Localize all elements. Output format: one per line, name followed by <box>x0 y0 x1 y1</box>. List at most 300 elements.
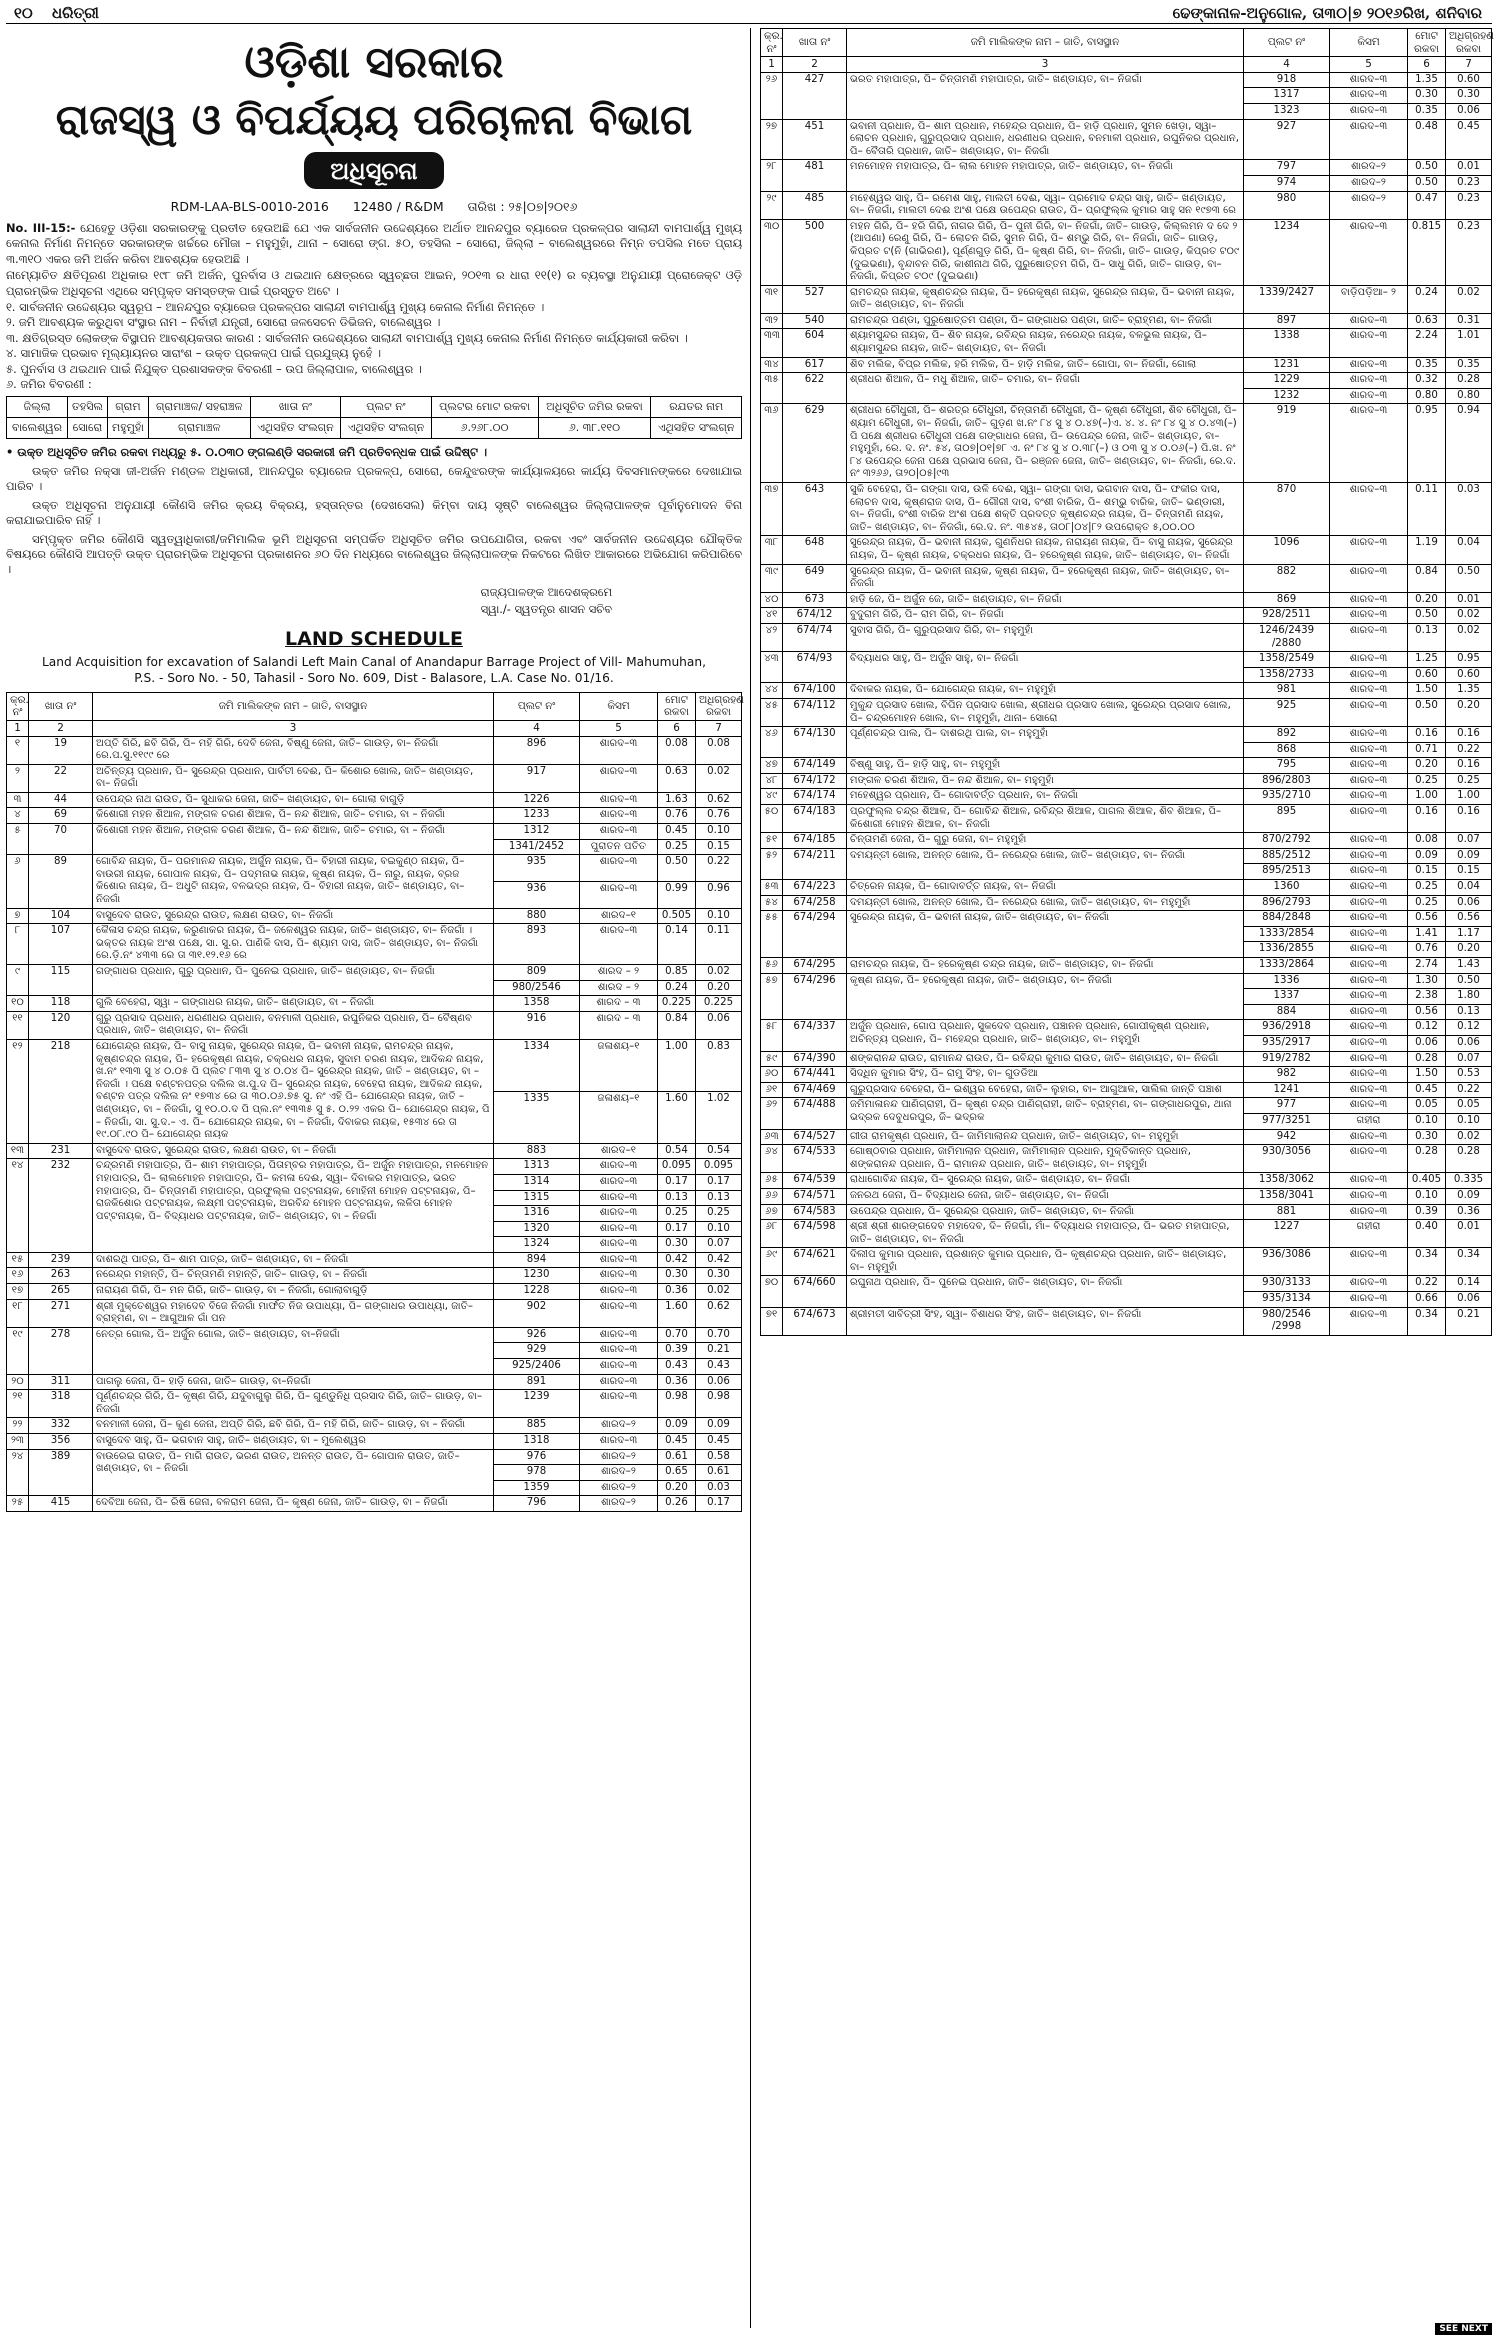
plot-number: 925/2406 <box>494 1359 580 1375</box>
plot-number: 980/2546 <box>494 980 580 996</box>
total-area: 0.12 <box>1408 1020 1446 1036</box>
serial-number: ୬୦ <box>761 1067 783 1083</box>
total-area: 1.60 <box>658 1299 696 1327</box>
land-class: ଶାରଦ–୩ <box>580 808 658 824</box>
table-row <box>761 773 1492 789</box>
table-row <box>7 855 742 882</box>
serial-number: ୩୦ <box>761 219 783 285</box>
table-row <box>761 698 1492 726</box>
acquired-area: 0.56 <box>1446 911 1492 927</box>
acquired-area: 0.25 <box>696 1206 742 1222</box>
owner-details: କିଶୋରୀ ମହନ ଶିଆଳ, ମଙ୍ଗଳ ଚରଣ ଶିଆଳ, ପି– ନନ୍ଦ ଶିଆଳ, ଜାତି– ଚମାର, ବା – ନିଜଗାଁ <box>93 808 494 824</box>
acquired-area: 0.23 <box>1446 175 1492 191</box>
land-class: ଶାରଦ–୩ <box>580 1174 658 1190</box>
total-area: 0.25 <box>1408 895 1446 911</box>
total-area: 0.16 <box>1408 727 1446 743</box>
khata-number: 118 <box>29 996 93 1012</box>
acquired-area: 0.76 <box>696 808 742 824</box>
khata-number: 104 <box>29 908 93 924</box>
khata-number: 674/211 <box>783 848 847 879</box>
table-row <box>761 357 1492 373</box>
acquired-area: 0.16 <box>1446 805 1492 833</box>
acquired-area: 0.22 <box>1446 1082 1492 1098</box>
land-class: ଶାରଦ–୩ <box>1330 388 1408 404</box>
plot-number: 1228 <box>494 1284 580 1300</box>
serial-number: ୩୧ <box>761 285 783 313</box>
serial-number: ୨୭ <box>761 119 783 160</box>
land-class: ଶାରଦ–୩ <box>580 1434 658 1450</box>
schedule-desc-line-1: Land Acquisition for excavation of Salandi Left Main Canal of Anandapur Barrage Project of Vill- Mahumuhan, <box>42 654 706 669</box>
total-area: 0.06 <box>1408 1035 1446 1051</box>
plot-number: 902 <box>494 1299 580 1327</box>
column-number-row <box>7 720 742 736</box>
table-row <box>7 1143 742 1159</box>
plot-number: 1231 <box>1244 357 1330 373</box>
khata-number: 604 <box>783 329 847 357</box>
acquired-area: 0.02 <box>1446 623 1492 651</box>
khata-number: 649 <box>783 564 847 592</box>
khata-number: 648 <box>783 536 847 564</box>
acquired-area: 0.20 <box>1446 698 1492 726</box>
khata-number: 427 <box>783 72 847 119</box>
land-class: ଶାରଦ–୩ <box>1330 848 1408 864</box>
serial-number: ୫୦ <box>761 805 783 833</box>
table-row <box>7 1449 742 1465</box>
acquired-area: 0.35 <box>1446 357 1492 373</box>
owner-details: ଶ୍ରୀଧର ଚୌଧୁରୀ, ପି– ଶରତ୍ର ଚୌଧୁରୀ, ଚିନ୍ତାମଣି ଚୌଧୁରୀ, ପି– କୃଷ୍ଣ ଚୌଧୁରୀ, ଶିବ ଚୌଧୁରୀ, ପି– ଶ୍ୟାମ ଚୌଧୁରୀ, ବା– ନିଜଗାଁ, ଜାତି– ଗୁଡ଼ଣ ଖ.ନଂ ୮୪ ସୁ ୪ ୦.୪୭(–)ଏ. ୪. ୪. ନଂ ୮୪ ସୁ ୪ ୦.୪୩(–) ପି ପକ୍ଷେ ଶ୍ରୀଧର ଚୌଧୁରୀ ପକ୍ଷେ ଗଙ୍ଗାଧର ଜେନା, ପି– ଉପେନ୍ଦ୍ର ଜେନା, ଜାତି– ଖଣ୍ଡାୟତ, ବା– ମହୁମୁହାଁ, ରେ. ଦ. ନଂ. ୫୪, ତା୦୭|୦୧|୭୮ ଏ. ନଂ ୮୪ ସୁ ୪ ୦.୩୮(–) ଓ ୦୩ ସୁ ୪ ୦.୦୬(–) ପି.ଖ. ନଂ ୮୪ ଉପେନ୍ଦ୍ର ଜେନା ପକ୍ଷେ ପ୍ରଭାସ ଜେନା, ପି– ରଞ୍ଜନ ଜେନା, ଜାତି– ଖଣ୍ଡାୟତ, ବା– ନିଜଗାଁ, ରେ.ଦ. ନଂ ୩୨୬୬, ତା୨୦|୦୫|୯୩ <box>847 404 1244 483</box>
column-number: 5 <box>1330 57 1408 73</box>
khata-number: 674/174 <box>783 789 847 805</box>
table-row <box>761 652 1492 668</box>
serial-number: ୭ <box>7 908 29 924</box>
land-class: ଶାରଦ–୩ <box>580 855 658 882</box>
owner-details: ବାଉରେଇ ରାଉତ, ପି– ମାଗି ରାଉତ, ଭରଣ ରାଉତ, ଅନନ୍ତ ରାଉତ, ପି– ଗୋପାଳ ରାଉତ, ଜାତି– ଖଣ୍ଡାୟତ, ବା – ନିଜଗାଁ <box>93 1449 494 1496</box>
serial-number: ୪୭ <box>761 758 783 774</box>
column-number: 7 <box>696 720 742 736</box>
plot-number: 881 <box>1244 1204 1330 1220</box>
land-schedule-table-left <box>6 692 745 1512</box>
table-row <box>761 404 1492 483</box>
grid-header-cell: ଜିଲ୍ଲା <box>7 397 68 418</box>
acquired-area: 0.17 <box>696 1496 742 1512</box>
notice-point: ୧. ସାର୍ବଜନୀନ ଉଦ୍ଦେଶ୍ୟର ସ୍ୱରୂପ – ଆନନ୍ଦପୁର ବ୍ୟାରେଜ ପ୍ରକଳ୍ପର ସାଲାନ୍ଦୀ ବାମପାର୍ଶ୍ୱ ମୁଖ୍ୟ କେନାଲ ନିର୍ମାଣ ନିମନ୍ତେ । <box>6 300 545 315</box>
serial-number: ୧୭ <box>7 1284 29 1300</box>
land-class: ଶାରଦ–୩ <box>1330 1004 1408 1020</box>
plot-number: 896/2793 <box>1244 895 1330 911</box>
owner-details: ଗୁରୁପ୍ରସାଦ ବେହେରା, ପି– ଇଶ୍ୱର ବେହେରା, ଜାତି– ଲୁହାର, ବା– ଆଗୁଆଳ, ସାଲିଲ ଜାନ୍ତି ପଞ୍ଚାଶ <box>847 1082 1244 1098</box>
land-class: ଶାରଦ–୩ <box>1330 864 1408 880</box>
acquired-area: 0.06 <box>1446 1292 1492 1308</box>
total-area: 0.76 <box>1408 942 1446 958</box>
acquired-area: 0.06 <box>1446 103 1492 119</box>
total-area: 0.30 <box>1408 1129 1446 1145</box>
land-class: ଶାରଦ–୩ <box>580 881 658 908</box>
grid-cell: ୬.୨୬୮.୦୦ <box>431 418 538 439</box>
khata-number: 481 <box>783 160 847 191</box>
plot-number: 982 <box>1244 1067 1330 1083</box>
serial-number: ୫ <box>7 824 29 855</box>
total-area: 0.45 <box>1408 1082 1446 1098</box>
total-area: 0.39 <box>1408 1204 1446 1220</box>
acquired-area: 0.42 <box>696 1252 742 1268</box>
see-next-label: SEE NEXT <box>1435 2323 1492 2335</box>
plot-number: 884/2848 <box>1244 911 1330 927</box>
column-header: ମୋଟ ରକବା <box>658 692 696 720</box>
land-class: ଶାରଦ–୩ <box>580 764 658 792</box>
owner-details: ବିଦ୍ୟାଧର ସାହୁ, ପି– ଅର୍ଜୁନ ସାହୁ, ବା– ନିଜଗାଁ <box>847 652 1244 683</box>
acquired-area: 0.23 <box>1446 191 1492 219</box>
owner-details: ଭରତ ମହାପାତ୍ର, ପି– ଚିନ୍ତାମଣି ମହାପାତ୍ର, ଜାତି– ଖଣ୍ଡାୟତ, ବା– ନିଜଗାଁ <box>847 72 1244 119</box>
total-area: 0.60 <box>1408 667 1446 683</box>
table-row <box>761 1082 1492 1098</box>
table-row <box>761 592 1492 608</box>
plot-number: 928/2511 <box>1244 608 1330 624</box>
acquired-area: 0.16 <box>1446 758 1492 774</box>
plot-number: 936/2918 <box>1244 1020 1330 1036</box>
total-area: 0.11 <box>1408 483 1446 536</box>
land-class: ଶାରଦ–୩ <box>1330 805 1408 833</box>
serial-number: ୨୬ <box>761 72 783 119</box>
land-class: ଶାରଦ–୧ <box>580 908 658 924</box>
serial-number: ୬୨ <box>761 1098 783 1129</box>
owner-details: ଗୁଲି ବେହେରା, ସ୍ୱା – ଗଙ୍ଗାଧର ନାୟକ, ଜାତି– ଖଣ୍ଡାୟତ, ବା – ନିଜଗାଁ <box>93 996 494 1012</box>
khata-number: 674/183 <box>783 805 847 833</box>
acquired-area: 0.50 <box>1446 973 1492 989</box>
plot-number: 1226 <box>494 792 580 808</box>
notice-point: ୩. କ୍ଷତିଗ୍ରସ୍ତ ଲୋକଙ୍କ ବିସ୍ଥାପନ ଆବଶ୍ୟକତାର କାରଣ : ସାର୍ବଜନୀନ ଉଦ୍ଦେଶ୍ୟରେ ସାଲାନ୍ଦୀ ବାମପାର୍ଶ୍ୱ ମୁଖ୍ୟ କେନାଲ ନିର୍ମାଣ ନିମନ୍ତେ କାର୍ଯ୍ୟକାରୀ କରିବା । <box>6 330 688 345</box>
land-class: ଶାରଦ–୩ <box>580 1252 658 1268</box>
acquired-area: 0.02 <box>696 1284 742 1300</box>
plot-number: 797 <box>1244 160 1330 176</box>
land-schedule-desc <box>6 654 742 686</box>
grid-header-cell: ରଯତର ନାମ <box>651 397 742 418</box>
acquired-area: 0.01 <box>1446 1220 1492 1248</box>
table-row <box>7 1434 742 1450</box>
land-class: ଶାରଦ–୩ <box>580 1390 658 1418</box>
owner-details: ରାମଚନ୍ଦ୍ର ପଣ୍ଡା, ପୁରୁଷୋତ୍ତମ ପଣ୍ଡା, ପି– ଗଙ୍ଗାଧର ପଣ୍ଡା, ଜାତି– ବ୍ରାହ୍ମଣ, ବା– ନିଜଗାଁ <box>847 313 1244 329</box>
land-class: ଶାରଦ–୩ <box>1330 727 1408 743</box>
plot-number: 1358/3041 <box>1244 1188 1330 1204</box>
grid-header-cell: ଗ୍ରାମ <box>108 397 149 418</box>
plot-number: 1227 <box>1244 1220 1330 1248</box>
khata-number: 485 <box>783 191 847 219</box>
khata-number: 22 <box>29 764 93 792</box>
total-area: 0.56 <box>1408 911 1446 927</box>
total-area: 0.30 <box>658 1237 696 1253</box>
plot-number: 977 <box>1244 1098 1330 1114</box>
acquired-area: 1.17 <box>1446 926 1492 942</box>
owner-details: ପ୍ରଫୁଲ୍ଲ ଚନ୍ଦ୍ର ଶିଆଳ, ପି– ଗୋବିନ୍ଦ ଶିଆଳ, ରବିନ୍ଦ୍ର ଶିଆଳ, ପାଗଲ ଶିଆଳ, ଶିବ ଶିଆଳ, ପି– କିଶୋରୀ ମୋହନ ଶିଆଳ, ବା– ନିଜଗାଁ <box>847 805 1244 833</box>
serial-number: ୧୧ <box>7 1011 29 1039</box>
owner-details: ମଙ୍ଗଳ ଚରଣ ଶିଆଳ, ପି– ନନ୍ଦ ଶିଆଳ, ବା– ମହୁମୁହାଁ <box>847 773 1244 789</box>
acquired-area: 0.58 <box>696 1449 742 1465</box>
total-area: 0.17 <box>658 1221 696 1237</box>
bullet-note: • ଉକ୍ତ ଅଧିସୂଚିତ ଜମିର ରକବା ମଧ୍ୟରୁ ୫. ୦.୦୩୦ ଙ୍ଗଲଣ୍ଡି ସରକାରୀ ଜମି ପ୍ରତିବନ୍ଧକ ପାଇଁ ଉଦ୍ଦିଷ୍ଟ । <box>6 445 487 460</box>
serial-number: ୧୬ <box>7 1268 29 1284</box>
owner-details: ପୂର୍ଣ୍ଣଚନ୍ଦ୍ର ପାଲ, ପି– ଦାଶରଥି ପାଲ, ବା– ମହୁମୁହାଁ <box>847 727 1244 758</box>
total-area: 0.225 <box>658 996 696 1012</box>
total-area: 0.36 <box>658 1374 696 1390</box>
land-class: ଶାରଦ–୩ <box>1330 1098 1408 1114</box>
total-area: 0.13 <box>658 1190 696 1206</box>
total-area: 0.35 <box>1408 103 1446 119</box>
table-row <box>7 1268 742 1284</box>
owner-details: ବୁଦୁରାମ ଗିରି, ପି– ରାମ ଗିରି, ବା– ନିଜଗାଁ <box>847 608 1244 624</box>
plot-number: 1096 <box>1244 536 1330 564</box>
column-header: ପ୍ଲଟ ନଂ <box>1244 29 1330 57</box>
plot-number: 1233 <box>494 808 580 824</box>
owner-details: କୃଷ୍ଣ ନାୟକ, ପି– ହରେକୃଷ୍ଣ ନାୟକ, ଜାତି– ଖଣ୍ଡାୟତ, ବା– ନିଜଗାଁ <box>847 973 1244 1020</box>
serial-number: ୪୨ <box>761 623 783 651</box>
table-row <box>7 1374 742 1390</box>
acquired-area: 1.02 <box>696 1091 742 1143</box>
acquired-area: 0.22 <box>1446 742 1492 758</box>
owner-details: ସିଦ୍ଧିନ କୁମାର ସିଂହ, ପି– ରାମୁ ସିଂହ, ବା– ଗୁଡଡିଆ <box>847 1067 1244 1083</box>
khata-number: 674/469 <box>783 1082 847 1098</box>
acquired-area: 0.36 <box>1446 1204 1492 1220</box>
plot-number: 870/2792 <box>1244 833 1330 849</box>
table-row <box>761 1188 1492 1204</box>
column-header: ଖାତା ନଂ <box>29 692 93 720</box>
plot-number: 1339/2427 <box>1244 285 1330 313</box>
serial-number: ୩୭ <box>761 483 783 536</box>
table-row <box>7 1284 742 1300</box>
acquired-area: 0.02 <box>696 764 742 792</box>
table-row <box>7 808 742 824</box>
plot-number: 897 <box>1244 313 1330 329</box>
acquired-area: 0.30 <box>696 1268 742 1284</box>
total-area: 0.20 <box>1408 758 1446 774</box>
column-number: 6 <box>1408 57 1446 73</box>
khata-number: 451 <box>783 119 847 160</box>
owner-details: ଜନରଥ ଜେନା, ପି– ବିଦ୍ୟାଧର ଜେନା, ଜାତି– ଖଣ୍ଡାୟତ, ବା– ନିଜଗାଁ <box>847 1188 1244 1204</box>
khata-number: 356 <box>29 1434 93 1450</box>
acquired-area: 0.43 <box>696 1359 742 1375</box>
land-class: ଶାରଦ–୩ <box>1330 72 1408 88</box>
acquired-area: 0.15 <box>696 839 742 855</box>
land-class: ଶାରଦ–୩ <box>1330 88 1408 104</box>
table-row <box>7 908 742 924</box>
khata-number: 674/598 <box>783 1220 847 1248</box>
acquired-area: 0.53 <box>1446 1067 1492 1083</box>
acquired-area: 0.095 <box>696 1159 742 1175</box>
land-class: ଶାରଦ – ୨ <box>580 965 658 981</box>
land-class: ଶାରଦ–୩ <box>1330 404 1408 483</box>
total-area: 0.45 <box>658 824 696 840</box>
khata-number: 332 <box>29 1418 93 1434</box>
serial-number: ୭୦ <box>761 1276 783 1307</box>
total-area: 0.09 <box>1408 848 1446 864</box>
serial-number: ୬୮ <box>761 1220 783 1248</box>
table-row <box>761 160 1492 176</box>
table-row <box>761 313 1492 329</box>
total-area: 0.99 <box>658 881 696 908</box>
khata-number: 218 <box>29 1039 93 1143</box>
owner-details: ଶ୍ରୀ ମୁକ୍ତେଶ୍ୱର ମହାଦେବ ବିଜେ ନିଜଗାଁ ମାର୍ଫତ ନିଜ ଉପାଧ୍ୟା, ପି– ଗଙ୍ଗାଧର ଉପାଧ୍ୟା, ଜାତି– ବ୍ରାହ୍ମଣ, ବା – ଆଗୁଆଳ ଗାଁ ପନ <box>93 1299 494 1327</box>
plot-number: 935/2710 <box>1244 789 1330 805</box>
khata-number: 674/296 <box>783 973 847 1020</box>
acquired-area: 0.54 <box>696 1143 742 1159</box>
column-header: ଅଧିଗ୍ରହଣ ରକବା <box>696 692 742 720</box>
khata-number: 107 <box>29 924 93 965</box>
plot-number: 1241 <box>1244 1082 1330 1098</box>
acquired-area: 0.07 <box>1446 1051 1492 1067</box>
owner-details: ମହେଶ୍ୱର ପ୍ରଧାନ, ପି– ଗୋଦାବର୍ତ୍ତ ପ୍ରଧାନ, ବା– ନିଜଗାଁ <box>847 789 1244 805</box>
land-class: ଶାରଦ–୩ <box>1330 483 1408 536</box>
table-row <box>7 1327 742 1343</box>
plot-number: 895/2513 <box>1244 864 1330 880</box>
table-row <box>761 329 1492 357</box>
land-class: ପୁରାତନ ପତିତ <box>580 839 658 855</box>
serial-number: ୩୫ <box>761 373 783 404</box>
column-number: 6 <box>658 720 696 736</box>
table-row <box>761 1248 1492 1276</box>
total-area: 0.50 <box>658 855 696 882</box>
total-area: 1.00 <box>1408 789 1446 805</box>
acquired-area: 0.02 <box>696 965 742 981</box>
grid-header-cell: ତହସିଲ <box>68 397 108 418</box>
total-area: 0.17 <box>658 1174 696 1190</box>
serial-number: ୮ <box>7 924 29 965</box>
land-class: ଶାରଦ–୨ <box>580 1480 658 1496</box>
total-area: 0.95 <box>1408 404 1446 483</box>
table-row <box>761 789 1492 805</box>
land-class: ଶାରଦ–୩ <box>1330 652 1408 668</box>
plot-number: 868 <box>1244 742 1330 758</box>
serial-number: ୬ <box>7 855 29 908</box>
khata-number: 318 <box>29 1390 93 1418</box>
total-area: 1.60 <box>658 1091 696 1143</box>
total-area: 0.15 <box>1408 864 1446 880</box>
owner-details: ବାସୁଦେବ ସାହୁ, ପି– ଭଗବାନ ସାହୁ, ଜାତି– ଖଣ୍ଡାୟତ, ବା – ମୁଲେଶ୍ୱର <box>93 1434 494 1450</box>
plot-number: 1358 <box>494 996 580 1012</box>
table-row <box>761 973 1492 989</box>
govt-title: ଓଡ଼ିଶା ସରକାର <box>244 37 504 88</box>
serial-number: ୪୫ <box>761 698 783 726</box>
notice-point: ୬. ଜମିର ବିବରଣୀ : <box>6 377 92 392</box>
table-row <box>761 683 1492 699</box>
acquired-area: 0.06 <box>696 1374 742 1390</box>
land-class: ଶାରଦ–୩ <box>1330 1307 1408 1335</box>
khata-number: 674/390 <box>783 1051 847 1067</box>
column-number: 5 <box>580 720 658 736</box>
land-class: ଶାରଦ–୩ <box>1330 313 1408 329</box>
column-header: କିସମ <box>1330 29 1408 57</box>
owner-details: ଚିନ୍ତାମଣି ଜେନା, ପି– ଗୁରୁ ଜେନା, ବା– ମହୁମୁହାଁ <box>847 833 1244 849</box>
grid-cell: ଏଥିସହିତ ସଂଲଗ୍ନ <box>651 418 742 439</box>
plot-number: 1324 <box>494 1237 580 1253</box>
total-area: 0.22 <box>1408 1276 1446 1292</box>
table-row <box>761 119 1492 160</box>
total-area: 1.41 <box>1408 926 1446 942</box>
total-area: 0.13 <box>1408 623 1446 651</box>
land-class: ଶାରଦ–୩ <box>1330 1082 1408 1098</box>
owner-details: ଅଚିନ୍ତ୍ୟ ପ୍ରଧାନ, ପି– ସୁରେନ୍ଦ୍ର ପ୍ରଧାନ, ପାର୍ବତୀ ଦେଈ, ପି– କିଶୋର ଖୋଲ, ଜାତି– ଖଣ୍ଡାୟତ, ବା– ନିଜଗାଁ <box>93 764 494 792</box>
table-row <box>761 1276 1492 1292</box>
serial-number: ୬୬ <box>761 1188 783 1204</box>
serial-number: ୧୫ <box>7 1252 29 1268</box>
khata-number: 311 <box>29 1374 93 1390</box>
notice-paragraph: ଉକ୍ତ ଅଧିସୂଚନା ଅନୁଯାୟୀ କୌଣସି ଜମିର କ୍ରୟ ବିକ୍ରୟ, ହସ୍ତାନ୍ତର (ଦେଖସେଲ) କିମ୍ବା ଦାୟ ସୃଷ୍ଟି ବାଲେଶ୍ୱର ଜିଲ୍ଲାପାଳଙ୍କ ପୂର୍ବାନୁମୋଦନ ବିନା କରାଯାଇପାରିବ ନାହିଁ । <box>6 497 742 528</box>
notice-paragraph: ସମ୍ପୃକ୍ତ ଜମିର କୌଣସି ସ୍ୱତ୍ୱାଧିକାରୀ/ଜମିମାଲିକ ଭୂମି ଅଧିସୂଚନା ସମ୍ପର୍କିତ ଅଧିସୂଚିତ ଜମିର ଉପଯୋଗିତା, ରକବା ଏବଂ ସାର୍ବଜନୀନ ଉଦ୍ଦେଶ୍ୟର ଯୌକ୍ତିକ ବିଷୟରେ କୌଣସି ଆପତ୍ତି ଉକ୍ତ ପ୍ରାରମ୍ଭିକ ଅଧିସୂଚନା ପ୍ରକାଶନର ୬୦ ଦିନ ମଧ୍ୟରେ ବାଲେଶ୍ୱର ଜିଲ୍ଲାପାଳଙ୍କ ନିକଟରେ ଲିଖିତ ଆକାରରେ ଅଭିଯୋଗ କରିପାରିବେ । <box>6 531 742 577</box>
land-class: ଶାରଦ–୩ <box>580 1299 658 1327</box>
owner-details: ଜମିମାଳାନନ୍ଦ ପାଣିଗ୍ରାହୀ, ପି– କୃଷ୍ଣ ଚନ୍ଦ୍ର ପାଣିଗ୍ରାହୀ, ଜାତି– ବ୍ରାହ୍ମଣ, ବା– ଗଙ୍ଗାଧରପୁର, ଥାନା ଭଦ୍ରକ ଦେବୁଧରପୁର, ଜି– ଭଦ୍ରକ <box>847 1098 1244 1129</box>
plot-number: 796 <box>494 1496 580 1512</box>
land-class: ଶାରଦ–୩ <box>580 1190 658 1206</box>
grid-header-cell: ପ୍ଲଟ ନଂ <box>341 397 432 418</box>
land-class: ଶାରଦ–୩ <box>1330 1020 1408 1036</box>
serial-number: ୩୬ <box>761 404 783 483</box>
acquired-area: 0.13 <box>696 1190 742 1206</box>
acquired-area: 0.96 <box>696 881 742 908</box>
table-row <box>761 373 1492 389</box>
land-schedule-title: LAND SCHEDULE <box>285 627 463 650</box>
ref-code: RDM-LAA-BLS-0010-2016 <box>170 199 329 214</box>
land-class: ଶାରଦ–୩ <box>580 1237 658 1253</box>
left-column <box>6 28 745 2328</box>
plot-number: 942 <box>1244 1129 1330 1145</box>
owner-details: ଶଙ୍କରାନନ୍ଦ ରାଉତ, ରାମାନନ୍ଦ ରାଉତ, ପି– ରବିନ୍ଦ୍ର କୁମାର ରାଉତ, ଜାତି– ଖଣ୍ଡାୟତ, ବା– ନିଜଗାଁ <box>847 1051 1244 1067</box>
total-area: 0.09 <box>658 1418 696 1434</box>
plot-number: 1341/2452 <box>494 839 580 855</box>
column-header: ଅଧିଗ୍ରହଣ ରକବା <box>1446 29 1492 57</box>
total-area: 0.50 <box>1408 175 1446 191</box>
plot-number: 936 <box>494 881 580 908</box>
plot-number: 919/2782 <box>1244 1051 1330 1067</box>
plot-number: 1358/3062 <box>1244 1173 1330 1189</box>
land-class: ବାଡ଼ିପଡ଼ିଆ– ୨ <box>1330 285 1408 313</box>
table-row <box>761 1129 1492 1145</box>
land-class: ଶାରଦ–୩ <box>1330 942 1408 958</box>
land-class: ଶାରଦ–୩ <box>580 1206 658 1222</box>
land-class: ଶାରଦ–୩ <box>1330 536 1408 564</box>
acquired-area: 0.04 <box>1446 880 1492 896</box>
grid-cell: ବାଲେଶ୍ୱର <box>7 418 68 439</box>
serial-number: ୩୪ <box>761 357 783 373</box>
acquired-area: 0.83 <box>696 1039 742 1091</box>
khata-number: 674/223 <box>783 880 847 896</box>
table-row <box>7 764 742 792</box>
total-area: 0.43 <box>658 1359 696 1375</box>
table-row <box>761 623 1492 651</box>
serial-number: ୧୪ <box>7 1159 29 1253</box>
plot-number: 1360 <box>1244 880 1330 896</box>
owner-details: ସୁରେନ୍ଦ୍ର ନାୟକ, ପି– ଭବାନୀ ନାୟକ, କୃଷ୍ଣ ନାୟକ, ପି– ହରେକୃଷ୍ଣ ନାୟକ, ଜାତି– ଖଣ୍ଡାୟତ, ବା– ନିଜଗାଁ <box>847 564 1244 592</box>
acquired-area: 0.12 <box>1446 1020 1492 1036</box>
acquired-area: 0.95 <box>1446 652 1492 668</box>
table-row <box>7 792 742 808</box>
land-schedule-table-right <box>760 28 1495 1336</box>
land-class: ଶାରଦ–୩ <box>1330 103 1408 119</box>
plot-number: 1337 <box>1244 989 1330 1005</box>
total-area: 0.25 <box>1408 773 1446 789</box>
notice-number: No. III-15:- <box>6 221 76 235</box>
land-class: ଶାରଦ–୩ <box>580 1159 658 1175</box>
khata-number: 622 <box>783 373 847 404</box>
total-area: 0.25 <box>658 839 696 855</box>
serial-number: ୧୦ <box>7 996 29 1012</box>
serial-number: ୪୦ <box>761 592 783 608</box>
acquired-area: 0.23 <box>1446 219 1492 285</box>
owner-details: କୈଳାସ ଚନ୍ଦ୍ର ନାୟକ, କରୁଣାକର ନାୟକ, ପି– ଜଳେଶ୍ୱର ନାୟକ, ଜାତି– ଖଣ୍ଡାୟତ, ବା– ନିଜଗାଁ । ଭକ୍ତର ନାୟକ ଅଂଶ ପକ୍ଷେ, ସା. ସୁ.ର. ପାଣିକି ଦାସ, ପି– ଶ୍ୟାମ ଦାସ, ଜାତି– ଖଣ୍ଡାୟତ, ବା– ନିଜଗାଁ ରେ.ଡ଼ି.ନଂ ୪୩୩ ରେ ତା ୩୧.୧୨.୧୬ ରେ <box>93 924 494 965</box>
total-area: 0.71 <box>1408 742 1446 758</box>
total-area: 0.08 <box>1408 833 1446 849</box>
total-area: 0.76 <box>658 808 696 824</box>
acquired-area: 0.335 <box>1446 1173 1492 1189</box>
serial-number: ୪୪ <box>761 683 783 699</box>
notice-para-2: ନାମ୍ୟୋଚିତ କ୍ଷତିପୂରଣ ଅଧିକାର ୧୯୮ ଜମି ଅର୍ଜନ, ପୁନର୍ବାସ ଓ ଥଇଥାନ କ୍ଷେତ୍ରରେ ସ୍ୱଚ୍ଛତା ଆଇନ, ୨୦୧୩ ର ଧାରା ୧୧(୧) ର ବ୍ୟବସ୍ଥା ଅନୁଯାୟୀ ପ୍ରୋଜେକ୍ଟ ଓଡ଼ି ପ୍ରାରମ୍ଭିକ ଅଧିସୂଚନା ଏଥିରେ ସମ୍ପୃକ୍ତ ସମସ୍ତଙ୍କ ପାଇଁ ପ୍ରସ୍ତୁତ ଅଟେ । <box>6 268 742 298</box>
grid-header-cell: ଖାତା ନଂ <box>250 397 341 418</box>
